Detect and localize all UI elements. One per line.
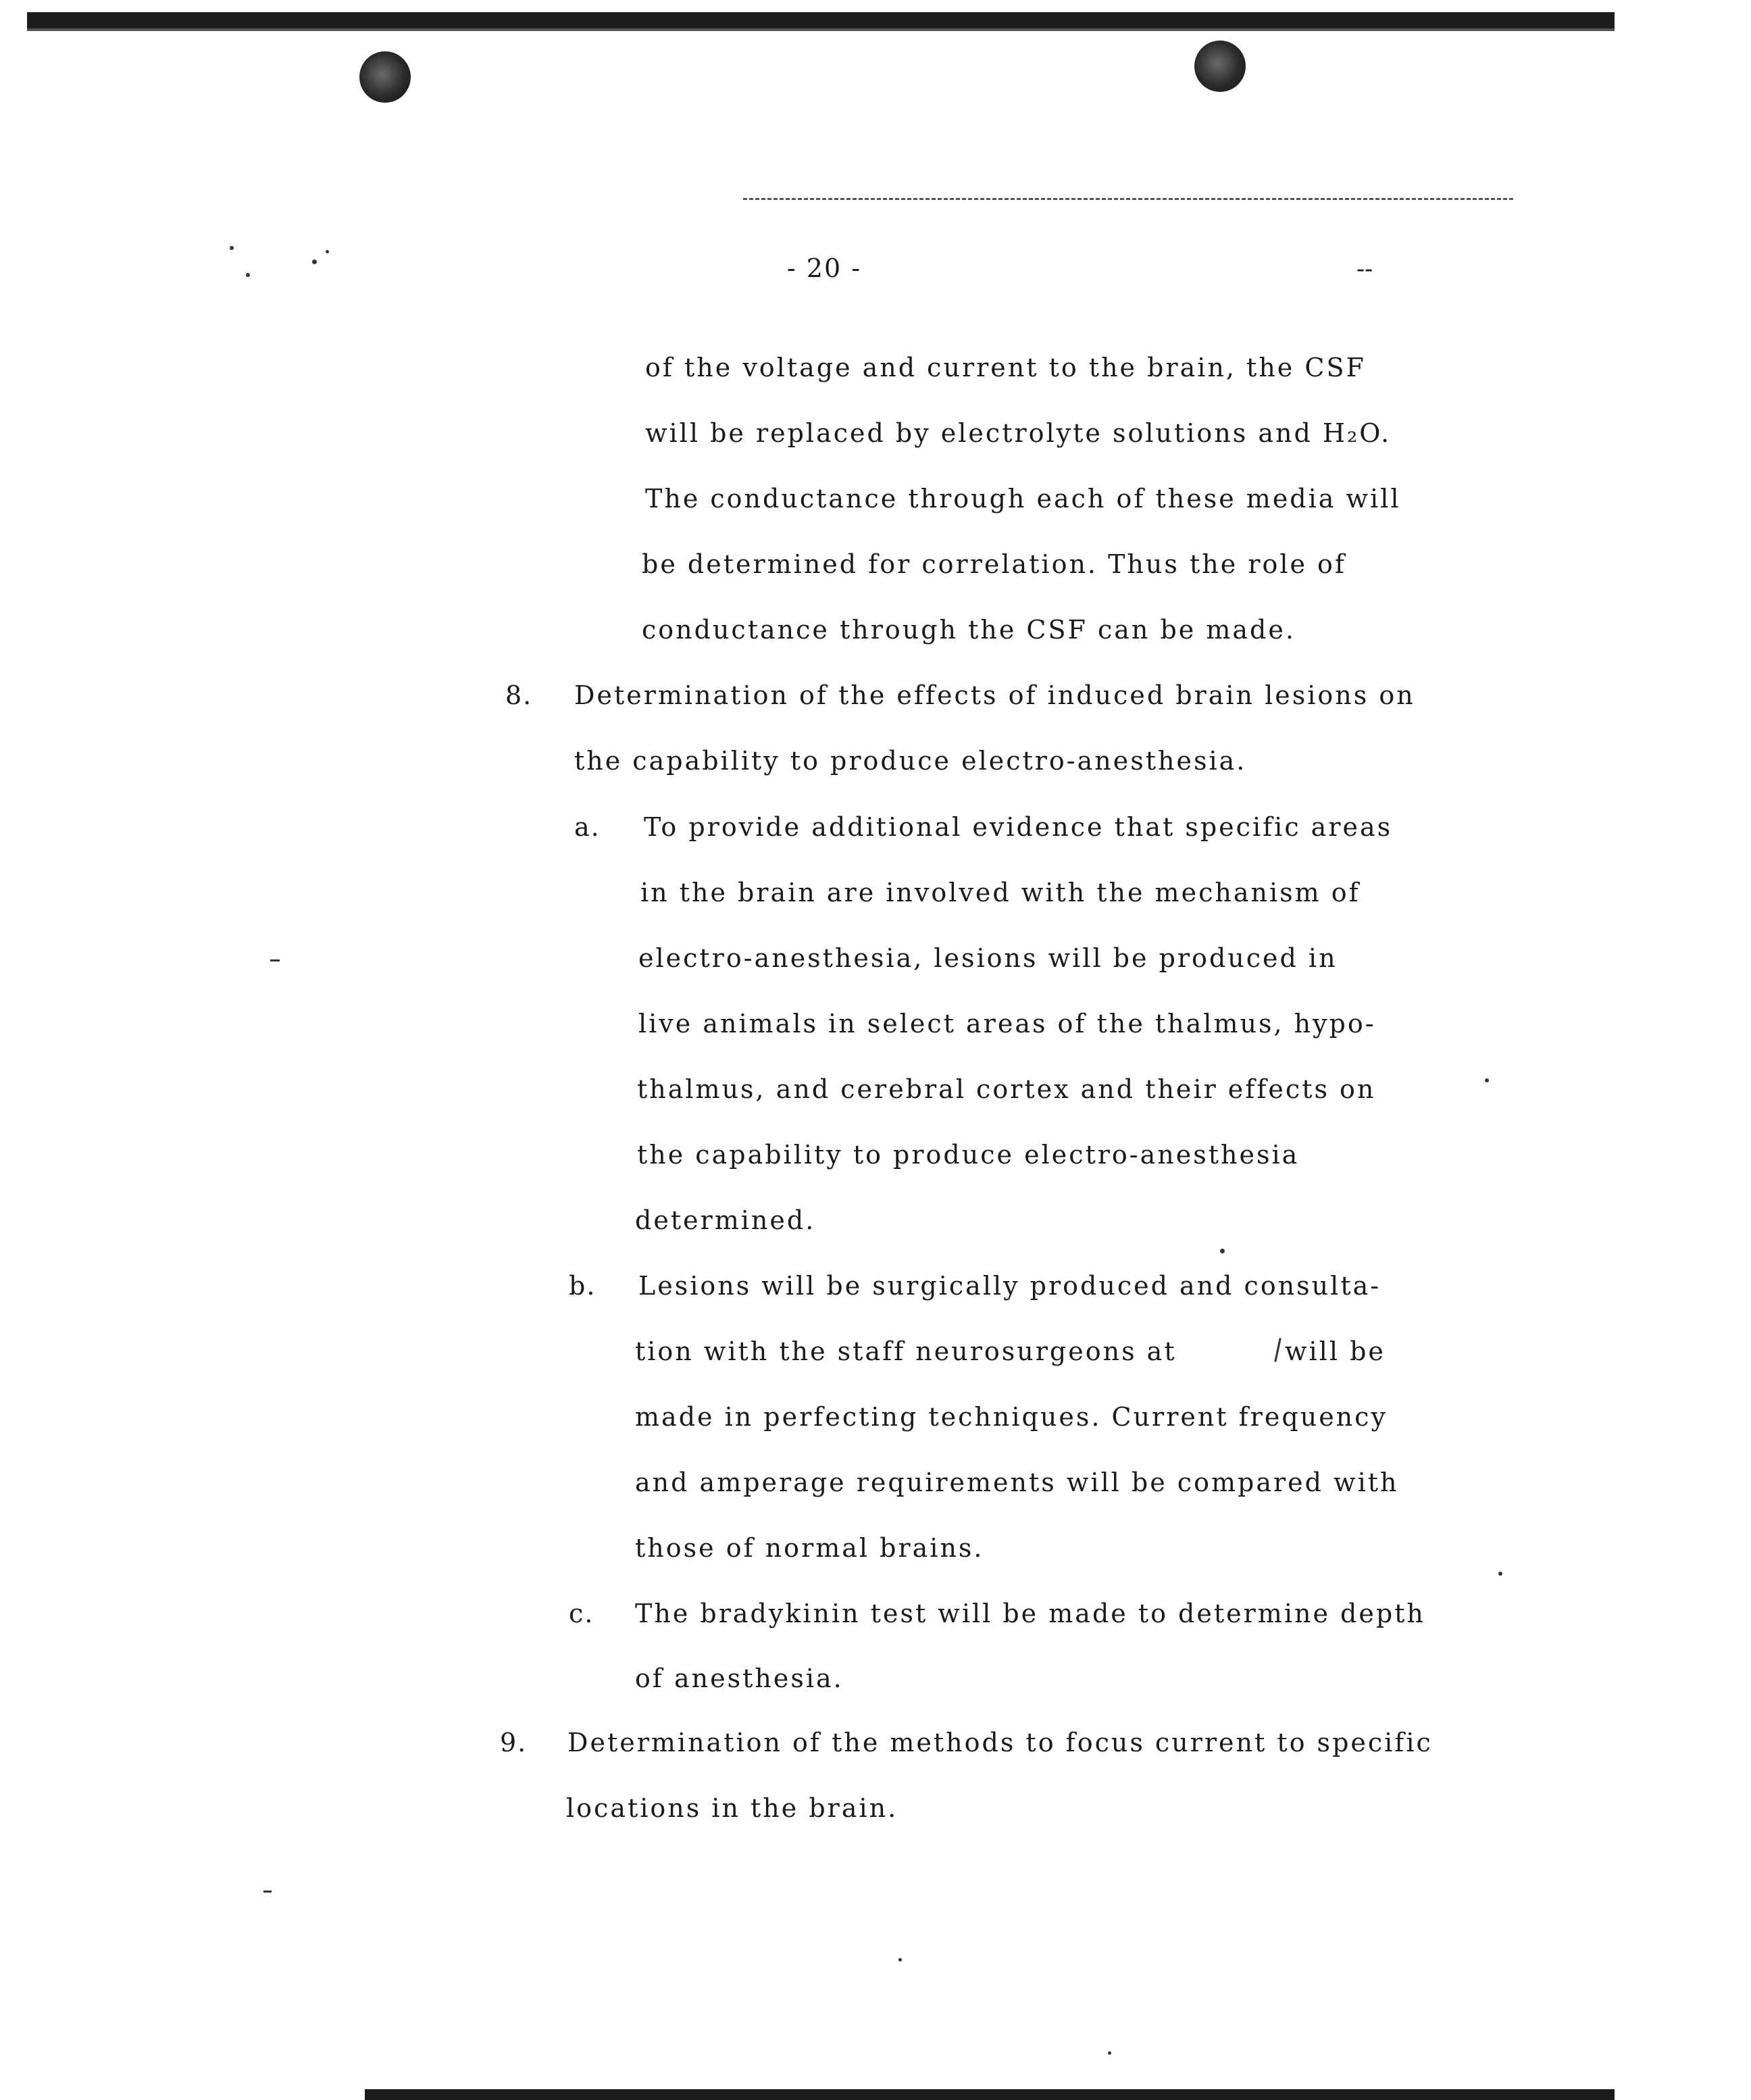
sub-item-c-line: The bradykinin test will be made to determine depth <box>635 1599 1425 1628</box>
item-9-line: locations in the brain. <box>566 1793 898 1823</box>
scan-speck <box>1108 2051 1111 2055</box>
redaction-mark <box>1274 1338 1281 1362</box>
scan-speck <box>312 259 317 264</box>
scan-speck <box>898 1958 902 1961</box>
sub-item-b-line: will be <box>1285 1336 1386 1366</box>
sub-item-a-line: in the brain are involved with the mechanism of <box>640 878 1361 907</box>
scan-speck <box>246 273 250 277</box>
scan-speck <box>1220 1249 1225 1253</box>
top-scan-border <box>27 12 1615 28</box>
scan-speck <box>1485 1078 1489 1082</box>
sub-item-b-line: those of normal brains. <box>635 1533 984 1563</box>
continuation-line: be determined for correlation. Thus the role of <box>642 549 1346 579</box>
continuation-line: will be replaced by electrolyte solutions and H₂O. <box>645 418 1392 448</box>
sub-item-b-line: and amperage requirements will be compared with <box>635 1468 1399 1497</box>
item-number-9: 9. <box>500 1728 528 1757</box>
sub-item-c-line: of anesthesia. <box>635 1664 844 1693</box>
continuation-line: of the voltage and current to the brain, the CSF <box>645 353 1366 382</box>
sub-item-a-line: the capability to produce electro-anesthesia <box>637 1140 1300 1170</box>
header-mark: -- <box>1356 255 1373 283</box>
scan-speck <box>326 250 329 253</box>
sub-item-a-line: electro-anesthesia, lesions will be produced in <box>638 943 1338 973</box>
sub-item-a-line: thalmus, and cerebral cortex and their effects on <box>637 1074 1376 1104</box>
item-8-line: the capability to produce electro-anesthesia. <box>574 746 1247 776</box>
dashed-divider <box>743 198 1513 200</box>
item-9-line: Determination of the methods to focus current to specific <box>567 1728 1433 1757</box>
scan-speck <box>263 1891 272 1893</box>
continuation-line: The conductance through each of these media will <box>645 484 1401 514</box>
page-number: - 20 - <box>786 253 862 283</box>
sub-item-letter-c: c. <box>569 1599 594 1628</box>
punch-hole-left <box>359 51 411 103</box>
sub-item-a-line: To provide additional evidence that specific areas <box>644 812 1393 842</box>
bottom-scan-border <box>365 2089 1615 2100</box>
continuation-line: conductance through the CSF can be made. <box>642 615 1296 645</box>
sub-item-b-line: made in perfecting techniques. Current frequency <box>635 1402 1388 1432</box>
punch-hole-right <box>1194 41 1246 92</box>
sub-item-b-line: Lesions will be surgically produced and consulta- <box>638 1271 1381 1301</box>
sub-item-letter-a: a. <box>574 812 601 842</box>
top-scan-border-shadow <box>27 28 1615 31</box>
sub-item-a-line: determined. <box>635 1205 816 1235</box>
item-8-line: Determination of the effects of induced brain lesions on <box>574 680 1415 710</box>
item-number-8: 8. <box>505 680 533 710</box>
scan-speck <box>230 246 234 250</box>
sub-item-b-line: tion with the staff neurosurgeons at <box>635 1336 1177 1366</box>
scan-speck <box>270 959 280 961</box>
sub-item-letter-b: b. <box>569 1271 597 1301</box>
sub-item-a-line: live animals in select areas of the thalmus, hypo- <box>638 1009 1376 1039</box>
scan-speck <box>1498 1572 1502 1576</box>
